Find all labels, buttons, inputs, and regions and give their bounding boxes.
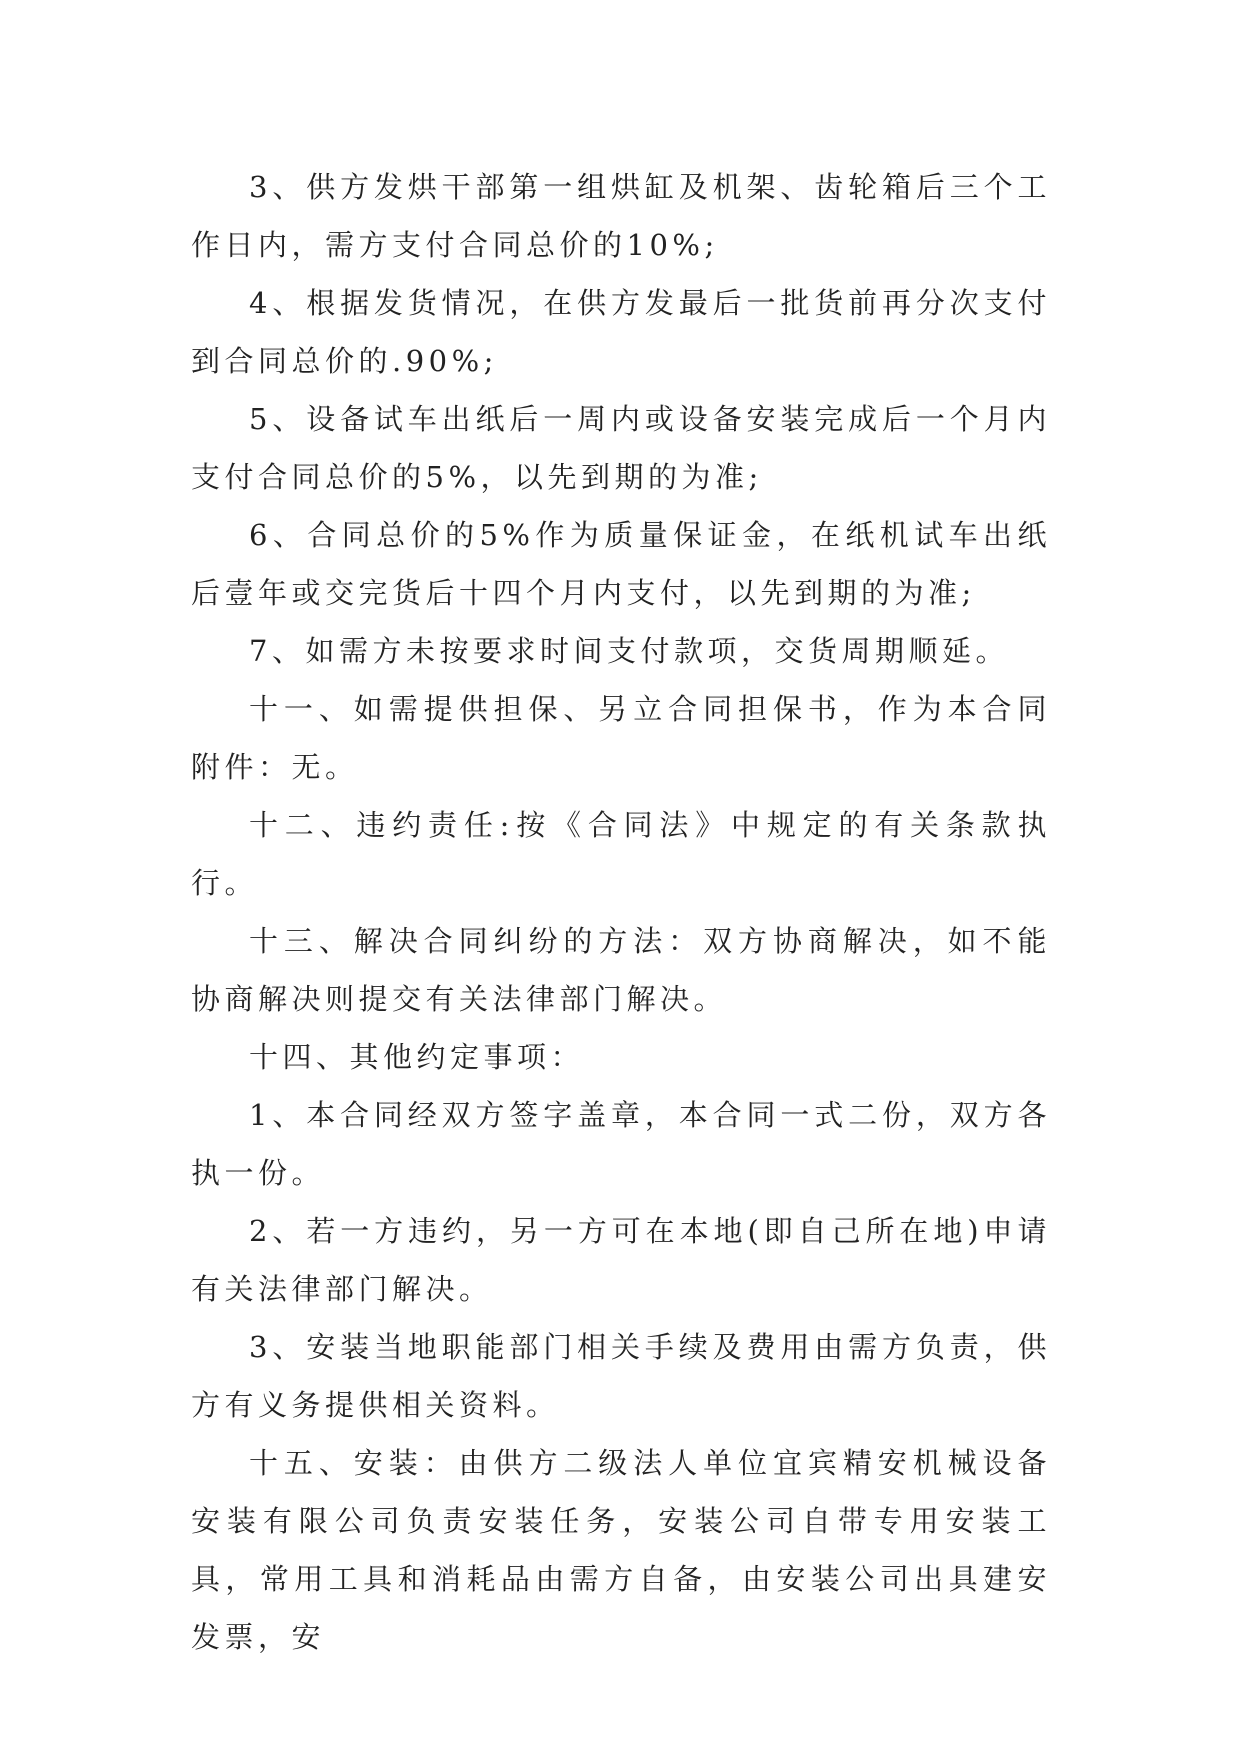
- clause-payment-7: 7、如需方未按要求时间支付款项，交货周期顺延。: [249, 634, 1009, 668]
- clause-14-item-2: 2、若一方违约，另一方可在本地(即自己所在地)申请有关法律部门解决。: [191, 1214, 1051, 1306]
- clause-payment-4: 4、根据发货情况，在供方发最后一批货前再分次支付到合同总价的.90%;: [191, 286, 1051, 378]
- clause-14-item-3: 3、安装当地职能部门相关手续及费用由需方负责，供方有义务提供相关资料。: [191, 1330, 1051, 1422]
- clause-13-disputes: 十三、解决合同纠纷的方法：双方协商解决，如不能协商解决则提交有关法律部门解决。: [191, 924, 1051, 1016]
- clause-14-heading: 十四、其他约定事项：: [249, 1040, 585, 1074]
- clause-15-installation: 十五、安装：由供方二级法人单位宜宾精安机械设备安装有限公司负责安装任务，安装公司自带专用安装工具，常用工具和消耗品由需方自备，由安装公司出具建安发票，安: [191, 1446, 1051, 1654]
- clause-payment-6: 6、合同总价的5%作为质量保证金，在纸机试车出纸后壹年或交完货后十四个月内支付，以先到期的为准;: [191, 518, 1051, 610]
- clause-14-item-1: 1、本合同经双方签字盖章，本合同一式二份，双方各执一份。: [191, 1098, 1051, 1190]
- clause-12-liability: 十二、违约责任:按《合同法》中规定的有关条款执行。: [191, 808, 1051, 900]
- clause-11-guarantee: 十一、如需提供担保、另立合同担保书，作为本合同附件：无。: [191, 692, 1051, 784]
- document-body: [191, 158, 1051, 1666]
- clause-payment-5: 5、设备试车出纸后一周内或设备安装完成后一个月内支付合同总价的5%，以先到期的为准;: [191, 402, 1051, 494]
- clause-payment-3: 3、供方发烘干部第一组烘缸及机架、齿轮箱后三个工作日内，需方支付合同总价的10%;: [191, 170, 1051, 262]
